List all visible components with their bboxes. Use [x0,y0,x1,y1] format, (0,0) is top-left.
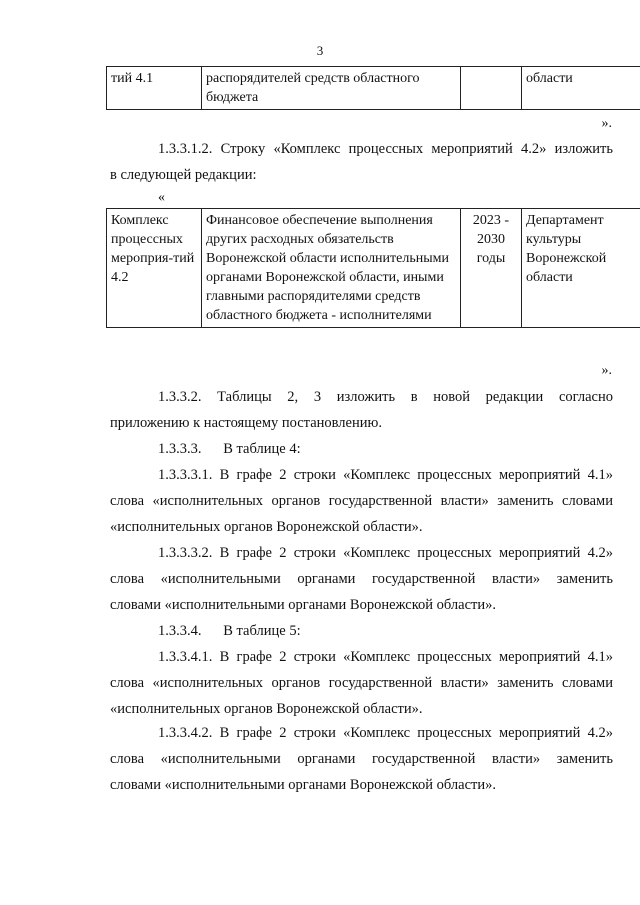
paragraph-line: слова «исполнительных органов государственной власти» заменить словами [110,493,613,509]
table-cell-executor: Департамент культуры Воронежской области [522,209,640,328]
table-cell-description: Финансовое обеспечение выполнения других расходных обязательств Воронежской области исполнительными органами Воронежской области, иными главными распорядителями средств областного бюджета - исполнителями [202,209,461,328]
paragraph-1-3-3-4-1 [110,644,613,722]
table-cell: области [522,67,640,110]
paragraph-line: «исполнительных органов Воронежской области». [110,701,423,717]
table-cell-name: Комплекс процессных мероприя-тий 4.2 [107,209,202,328]
paragraph-1-3-3-3 [110,436,613,462]
table-complex-4-2 [106,208,640,328]
paragraph-1-3-3-2 [110,384,613,436]
table-fragment-top [106,66,640,110]
table-row [107,67,640,110]
table-cell-period: 2023 - 2030 годы [461,209,522,328]
paragraph-line: словами «исполнительными органами Воронежской области». [110,597,497,613]
paragraph-line: 1.3.3.4.2. В графе 2 строки «Комплекс процессных мероприятий 4.2» [158,725,613,741]
paragraph-line: 1.3.3.2. Таблицы 2, 3 изложить в новой редакции согласно [158,389,613,405]
paragraph-line: 1.3.3.3.1. В графе 2 строки «Комплекс процессных мероприятий 4.1» [158,467,613,483]
paragraph-line: приложению к настоящему постановлению. [110,415,382,431]
paragraph-line: 1.3.3.4. В таблице 5: [158,623,301,639]
paragraph-line: «исполнительных органов Воронежской области». [110,519,423,535]
paragraph-line: слова «исполнительными органами государственной власти» заменить [110,751,613,767]
paragraph-1-3-3-4 [110,618,613,644]
paragraph-line: словами «исполнительными органами Воронежской области». [110,777,497,793]
paragraph-line: 1.3.3.1.2. Строку «Комплекс процессных мероприятий 4.2» изложить [158,141,613,157]
table-cell: распорядителей средств областного бюджета [202,67,461,110]
table-cell [461,67,522,110]
closing-quote: ». [601,363,612,378]
paragraph-1-3-3-3-2 [110,540,613,618]
closing-quote: ». [601,116,612,131]
paragraph-line: 1.3.3.3. В таблице 4: [158,441,301,457]
opening-quote: « [158,190,165,205]
paragraph-1-3-3-1-2 [110,136,613,188]
paragraph-line: слова «исполнительных органов государственной власти» заменить словами [110,675,613,691]
paragraph-1-3-3-4-2 [110,720,613,798]
page-number: 3 [316,43,324,58]
table-row [107,209,640,328]
paragraph-line: 1.3.3.3.2. В графе 2 строки «Комплекс процессных мероприятий 4.2» [158,545,613,561]
paragraph-1-3-3-3-1 [110,462,613,540]
paragraph-line: 1.3.3.4.1. В графе 2 строки «Комплекс процессных мероприятий 4.1» [158,649,613,665]
table-cell: тий 4.1 [107,67,202,110]
paragraph-line: слова «исполнительными органами государственной власти» заменить [110,571,613,587]
paragraph-line: в следующей редакции: [110,167,257,183]
